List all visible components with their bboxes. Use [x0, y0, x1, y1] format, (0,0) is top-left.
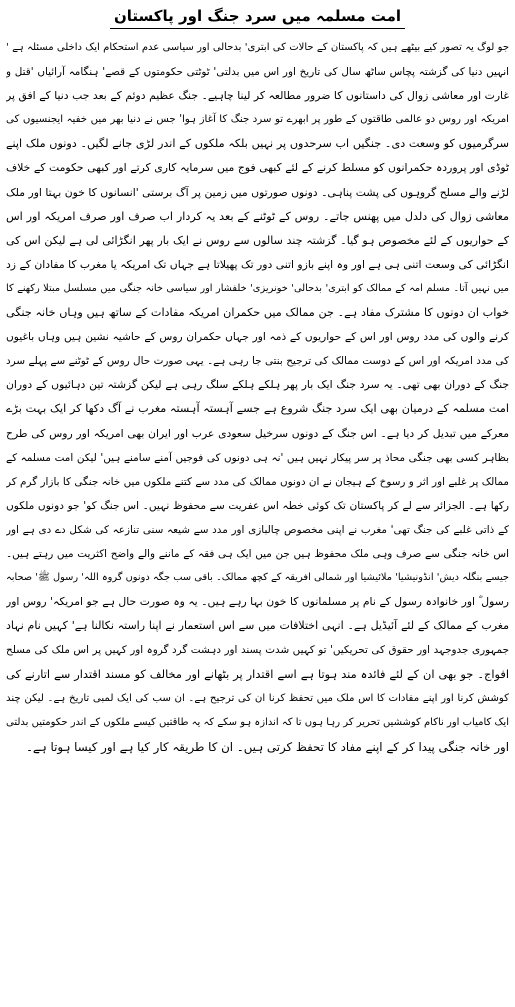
- article-line: امت مسلمہ کے درمیان بھی ایک سرد جنگ شروع ہے جسے آہستہ آہستہ مغرب نے آگ دکھا کر ایک بہت بڑے: [6, 402, 509, 416]
- article-line: امریکہ اور روس دو عالمی طاقتوں کے طور پر ابھرے تو سرد جنگ کا آغاز ہوا' جس نے دنیا بھر میں خفیہ ایجنسیوں کی: [6, 114, 509, 126]
- article-line: ایک کامیاب اور ناکام کوششیں تحریر کر رہا ہوں تا کہ اندازہ ہو سکے کہ یہ طاقتیں کیسے ملکوں کے اندر حکومتیں بدلتی: [6, 716, 509, 728]
- article-line: مغرب کے ممالک کے لئے آئیڈیل ہے۔ انہی اختلافات میں سے اس استعمار نے اپنا راستہ نکالنا ہے' کہیں نام نہاد: [6, 619, 509, 633]
- article-line: سرگرمیوں کو وسعت دی۔ جنگیں اب سرحدوں پر نہیں بلکہ ملکوں کے اندر لڑی جانے لگیں۔ دونوں ملک اپنے: [6, 137, 509, 151]
- article-line: انگڑائی کی وسعت اتنی ہی ہے اور وہ اپنے بازو اتنی دور تک پھیلاتا ہے جہاں تک امریکہ یا مغرب کا مفادان کے زد: [6, 257, 509, 271]
- article-line: کرنے والوں کی مدد روس اور اس کے حواریوں کے ذمہ اور جہاں حکمران روس کے حاشیہ نشین ہیں وہاں باغیوں: [6, 331, 509, 344]
- article-line: رکھا ہے۔ الجزائر سے لے کر پاکستان تک کوئی خطہ اس عفریت سے محفوظ نہیں۔ اس جنگ کو' جو دونوں ملکوں: [6, 499, 509, 512]
- article-body: [6, 36, 509, 759]
- article-line: رسول ؓ اور خانوادہ رسول کے نام پر مسلمانوں کا خون بہا رہے ہیں۔ یہ وہ صورت حال ہے جو امریکہ' روس اور: [6, 595, 509, 609]
- article-line: غارت اور معاشی زوال کی داستانوں کا ضرور مطالعہ کر لینا چاہیے۔ جنگ عظیم دوئم کے بعد جب دنیا کے افق پر: [6, 89, 509, 103]
- article-line: جمہوری جدوجہد اور حقوق کی تحریکیں' تو کہیں شدت پسند اور دہشت گرد گروہ اور کہیں پر اس ملک کی مسلح: [6, 644, 509, 657]
- article-line: میں نہیں آتا۔ مسلم امہ کے ممالک کو ابتری' بدحالی' خونریزی' خلفشار اور سیاسی خانہ جنگی میں مسلسل مبتلا رکھنے کا: [6, 282, 509, 294]
- article-title: امت مسلمہ میں سرد جنگ اور پاکستان: [110, 6, 405, 29]
- article-line: کے ذاتی غلبے کی جنگ تھی' مغرب نے اپنی مخصوص چالبازی اور مدد سے شیعہ سنی تنازعہ کی شکل دے دی ہے اور: [6, 523, 509, 536]
- article-line: کی مدد امریکہ اور اس کے دوست ممالک کی ترجیح بنتی جا رہی ہے۔ یہی صورت حال روس کے ٹوٹنے سے پہلے سرد: [6, 355, 509, 368]
- article-line: انہیں دنیا کی گزشتہ پچاس ساٹھ سال کی تاریخ اور اس میں بدلتی' ٹوٹتی حکومتوں کے قصے' ہنگامہ آرائیاں 'قتل و: [6, 66, 509, 79]
- article-line: اور خانہ جنگی پیدا کر کے اپنے مفاد کا تحفظ کرتی ہیں۔ ان کا طریقہ کار کیا ہے اور کیسا ہوتا ہے۔: [25, 739, 509, 754]
- article-line: کوشش کرنا اور اپنے مفادات کا اس ملک میں تحفظ کرنا ان کی ترجیح ہے۔ ان سب کی ایک لمبی تاریخ ہے۔ لیکن چند: [6, 692, 509, 704]
- article-line: بظاہر کسی بھی جنگی محاذ پر سر پیکار نہیں ہیں 'نہ ہی دونوں کی فوجیں آمنے سامنے ہیں' لیکن امت مسلمہ کے: [6, 451, 509, 464]
- article-line: ٹوڈی اور پروردہ حکمرانوں کو مسلط کرنے کے لئے کبھی فوج میں سرمایہ کاری کرتے اور کبھی حکومت کے خلاف: [6, 161, 509, 175]
- article-line: جنگ کے دوران بھی تھی۔ یہ سرد جنگ ایک بار پھر ہلکے ہلکے سلگ رہی ہے لیکن گزشتہ تین دہائیوں کے دوران: [6, 378, 509, 392]
- title-block: [6, 4, 509, 36]
- article-line: جو لوگ یہ تصور کیے بیٹھے ہیں کہ پاکستان کے حالات کی ابتری' بدحالی اور سیاسی عدم استحکام ایک داخلی مسئلہ ہے ': [6, 42, 509, 53]
- article-line: افواج۔ جو بھی ان کے لئے فائدہ مند ہوتا ہے اسے اقتدار پر بٹھانے اور مخالف کو مسند اقتدار سے اتارنے کی: [6, 667, 509, 682]
- article-line: کے حواریوں کے لئے مخصوص ہو گیا۔ گزشتہ چند سالوں سے روس نے ایک بار پھر انگڑائی لی ہے لیکن اس کی: [6, 233, 509, 247]
- article-line: جیسے بنگلہ دیش' انڈونیشیا' ملائیشیا اور شمالی افریقہ کے کچھ ممالک۔ باقی سب جگہ دونوں گروہ اللہ' رسول ﷺ' صحابہ: [6, 572, 509, 584]
- article-line: خواب ان دونوں کا مشترک مفاد ہے۔ جن ممالک میں حکمران امریکہ مفادات کے ساتھ ہیں وہاں خانہ جنگی: [6, 306, 509, 320]
- article-line: اس خانہ جنگی سے صرف وہی ملک محفوظ ہیں جن میں ایک ہی فقہ کے ماننے والے واضح اکثریت میں رہتے ہیں۔: [6, 547, 509, 560]
- article-line: لڑنے والے مسلح گروہوں کی پشت پناہی۔ دونوں صورتوں میں زمین پر آگ برستی 'انسانوں کا خون بہتا اور ملک: [6, 185, 509, 199]
- article-line: معاشی زوال کی دلدل میں پھنس جاتے۔ روس کے ٹوٹنے کے بعد یہ کردار اب صرف اور صرف امریکہ اور اس: [6, 209, 509, 223]
- article-line: ممالک پر غلبے اور اثر و رسوخ کے ہیجان نے ان دونوں ممالک کی مدد سے کتنے ملکوں میں خانہ جنگی کا بازار گرم کر: [6, 475, 509, 488]
- article-line: معرکے میں تبدیل کر دیا ہے۔ اس جنگ کے دونوں سرخیل سعودی عرب اور ایران بھی امریکہ اور روس کی طرح: [6, 426, 509, 440]
